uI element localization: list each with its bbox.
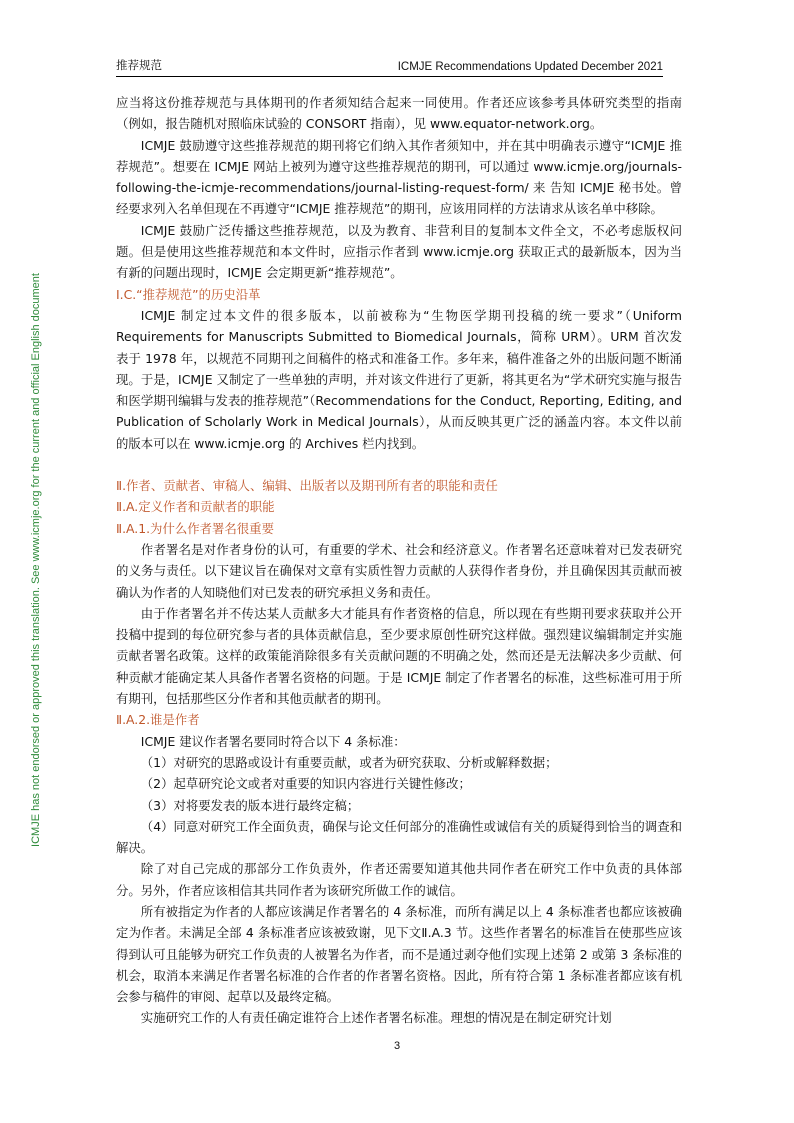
criteria-item: （2）起草研究论文或者对重要的知识内容进行关键性修改；	[140, 776, 471, 792]
page-number: 3	[393, 1040, 401, 1052]
section-heading-iia2: Ⅱ.A.2.谁是作者	[116, 712, 200, 728]
paragraph: ICMJE 鼓励广泛传播这些推荐规范，以及为教育、非营利目的复制本文件全文，不必考虑版权问题。但是使用这些推荐规范和本文件时，应指示作者到 www.icmje.org 获取正式的最新版本，因为当有新的问题出现时，ICMJE 会定期更新“推荐规范”。	[116, 222, 682, 281]
paragraph: 所有被指定为作者的人都应该满足作者署名的 4 条标准，而所有满足以上 4 条标准者也都应该被确定为作者。未满足全部 4 条标准者应该被致谢，见下文Ⅱ.A.3 节。这些作者署名的标准旨在使那些应该得到认可且能够为研究工作负责的人被署名为作者，而不是通过剥夺他们实现上述第 2 或第 3 条标准的机会，取消本来满足作者署名标准的合作者的作者署名资格。因此，所有符合第 1 条标准者都应该有机会参与稿件的审阅、起草以及最终定稿。	[116, 903, 682, 1005]
section-heading-iia1: Ⅱ.A.1.为什么作者署名很重要	[116, 520, 274, 536]
paragraph: 作者署名是对作者身份的认可，有重要的学术、社会和经济意义。作者署名还意味着对已发表研究的义务与责任。以下建议旨在确保对文章有实质性智力贡献的人获得作者身份，并且确保因其贡献而被确认为作者的人知晓他们对已发表的研究承担义务和责任。	[116, 541, 682, 600]
paragraph: 实施研究工作的人有责任确定谁符合上述作者署名标准。理想的情况是在制定研究计划	[140, 1010, 612, 1026]
criteria-item: （4）同意对研究工作全面负责，确保与论文任何部分的准确性或诚信有关的质疑得到恰当的调查和解决。	[116, 818, 682, 856]
criteria-item: （1）对研究的思路或设计有重要贡献，或者为研究获取、分析或解释数据；	[140, 754, 558, 770]
header-right-title: ICMJE Recommendations Updated December 2021	[397, 61, 663, 73]
criteria-item: （3）对将要发表的版本进行最终定稿；	[140, 797, 360, 813]
document-body	[116, 92, 682, 1029]
paragraph: 除了对自己完成的那部分工作负责外，作者还需要知道其他共同作者在研究工作中负责的具体部分。另外，作者应该相信其共同作者为该研究所做工作的诚信。	[116, 861, 682, 898]
paragraph: ICMJE 建议作者署名要同时符合以下 4 条标准：	[140, 733, 406, 749]
paragraph: ICMJE 鼓励遵守这些推荐规范的期刊将它们纳入其作者须知中，并在其中明确表示遵守“ICMJE 推荐规范”。想要在 ICMJE 网站上被列为遵守这些推荐规范的期刊，可以通过 www.icmje.org/journals-following-the-icmje-recommendations/journal-listing-request-form/ 来 告知 ICMJE 秘书处。曾经要求列入名单但现在不再遵守“ICMJE 推荐规范”的期刊，应该用同样的方法请求从该名单中移除。	[116, 137, 682, 217]
translation-disclaimer: ICMJE has not endorsed or approved this translation. See www.icmje.org for the current and official English document	[30, 273, 42, 847]
paragraph: ICMJE 制定过本文件的很多版本，以前被称为“生物医学期刊投稿的统一要求”（Uniform Requirements for Manuscripts Submitted to Biomedical Journals，简称 URM）。URM 首次发表于 1978 年，以规范不同期刊之间稿件的格式和准备工作。多年来，稿件准备之外的出版问题不断涌现。于是，ICMJE 又制定了一些单独的声明，并对该文件进行了更新，将其更名为“学术研究实施与报告和医学期刊编辑与发表的推荐规范”（Recommendations for the Conduct, Reporting, Editing, and Publication of Scholarly Work in Medical Journals），从而反映其更广泛的涵盖内容。本文件以前的版本可以在 www.icmje.org 的 Archives 栏内找到。	[116, 307, 682, 451]
section-heading-ic: Ⅰ.C.“推荐规范”的历史沿革	[116, 286, 261, 302]
spacer	[116, 454, 682, 475]
paragraph: 由于作者署名并不传达某人贡献多大才能具有作者资格的信息，所以现在有些期刊要求获取并公开投稿中提到的每位研究参与者的具体贡献信息，至少要求原创性研究这样做。强烈建议编辑制定并实施贡献者署名政策。这样的政策能消除很多有关贡献问题的不明确之处，然而还是无法解决多少贡献、何种贡献才能确定某人具备作者署名资格的问题。于是 ICMJE 制定了作者署名的标准，这些标准可用于所有期刊，包括那些区分作者和其他贡献者的期刊。	[116, 605, 682, 707]
page-header	[116, 56, 663, 77]
section-heading-iia: Ⅱ.A.定义作者和贡献者的职能	[116, 499, 275, 515]
header-left-title: 推荐规范	[116, 60, 162, 72]
paragraph: 应当将这份推荐规范与具体期刊的作者须知结合起来一同使用。作者还应该参考具体研究类型的指南（例如，报告随机对照临床试验的 CONSORT 指南），见 www.equator-network.org。	[116, 95, 682, 132]
section-heading-ii: Ⅱ.作者、贡献者、审稿人、编辑、出版者以及期刊所有者的职能和责任	[116, 478, 498, 494]
